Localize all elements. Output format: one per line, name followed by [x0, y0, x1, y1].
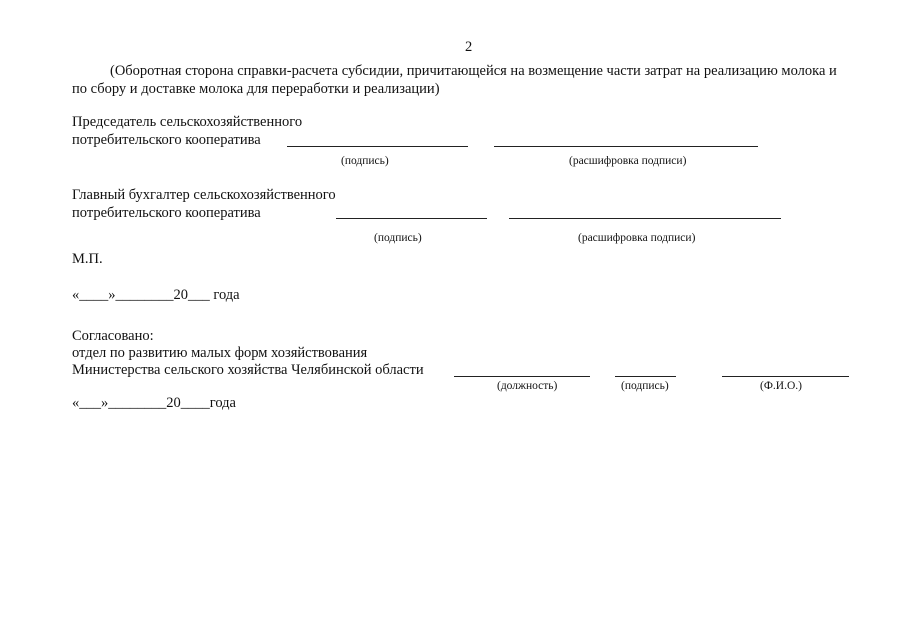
accountant-decoding-label: (расшифровка подписи)	[578, 232, 696, 244]
agreed-signature-label: (подпись)	[621, 380, 669, 392]
chairman-decoding-label: (расшифровка подписи)	[569, 155, 687, 167]
accountant-signature-line	[336, 218, 487, 219]
intro-line-1: (Оборотная сторона справки-расчета субсидии, причитающейся на возмещение части затрат на реализацию молока и	[110, 63, 837, 79]
chairman-decoding-line	[494, 146, 758, 147]
agreed-name-line	[722, 376, 849, 377]
chairman-signature-label: (подпись)	[341, 155, 389, 167]
chairman-signature-line	[287, 146, 468, 147]
accountant-title-line-1: Главный бухгалтер сельскохозяйственного	[72, 187, 336, 203]
agreed-position-line	[454, 376, 590, 377]
agreed-heading: Согласовано:	[72, 328, 154, 344]
chairman-title-line-1: Председатель сельскохозяйственного	[72, 114, 303, 130]
agreed-signature-line	[615, 376, 676, 377]
agreed-ministry-line: Министерства сельского хозяйства Челябинской области	[72, 362, 424, 378]
date-line-1: «____»________20___ года	[72, 287, 240, 303]
accountant-title-line-2: потребительского кооператива	[72, 205, 261, 221]
chairman-title-line-2: потребительского кооператива	[72, 132, 261, 148]
accountant-signature-label: (подпись)	[374, 232, 422, 244]
page-number: 2	[465, 39, 473, 55]
date-line-2: «___»________20____года	[72, 395, 236, 411]
agreed-name-label: (Ф.И.О.)	[760, 380, 802, 392]
stamp-place: М.П.	[72, 251, 103, 267]
intro-line-2: по сбору и доставке молока для переработки и реализации)	[72, 81, 440, 97]
agreed-department-line: отдел по развитию малых форм хозяйствования	[72, 345, 368, 361]
agreed-position-label: (должность)	[497, 380, 558, 392]
accountant-decoding-line	[509, 218, 781, 219]
